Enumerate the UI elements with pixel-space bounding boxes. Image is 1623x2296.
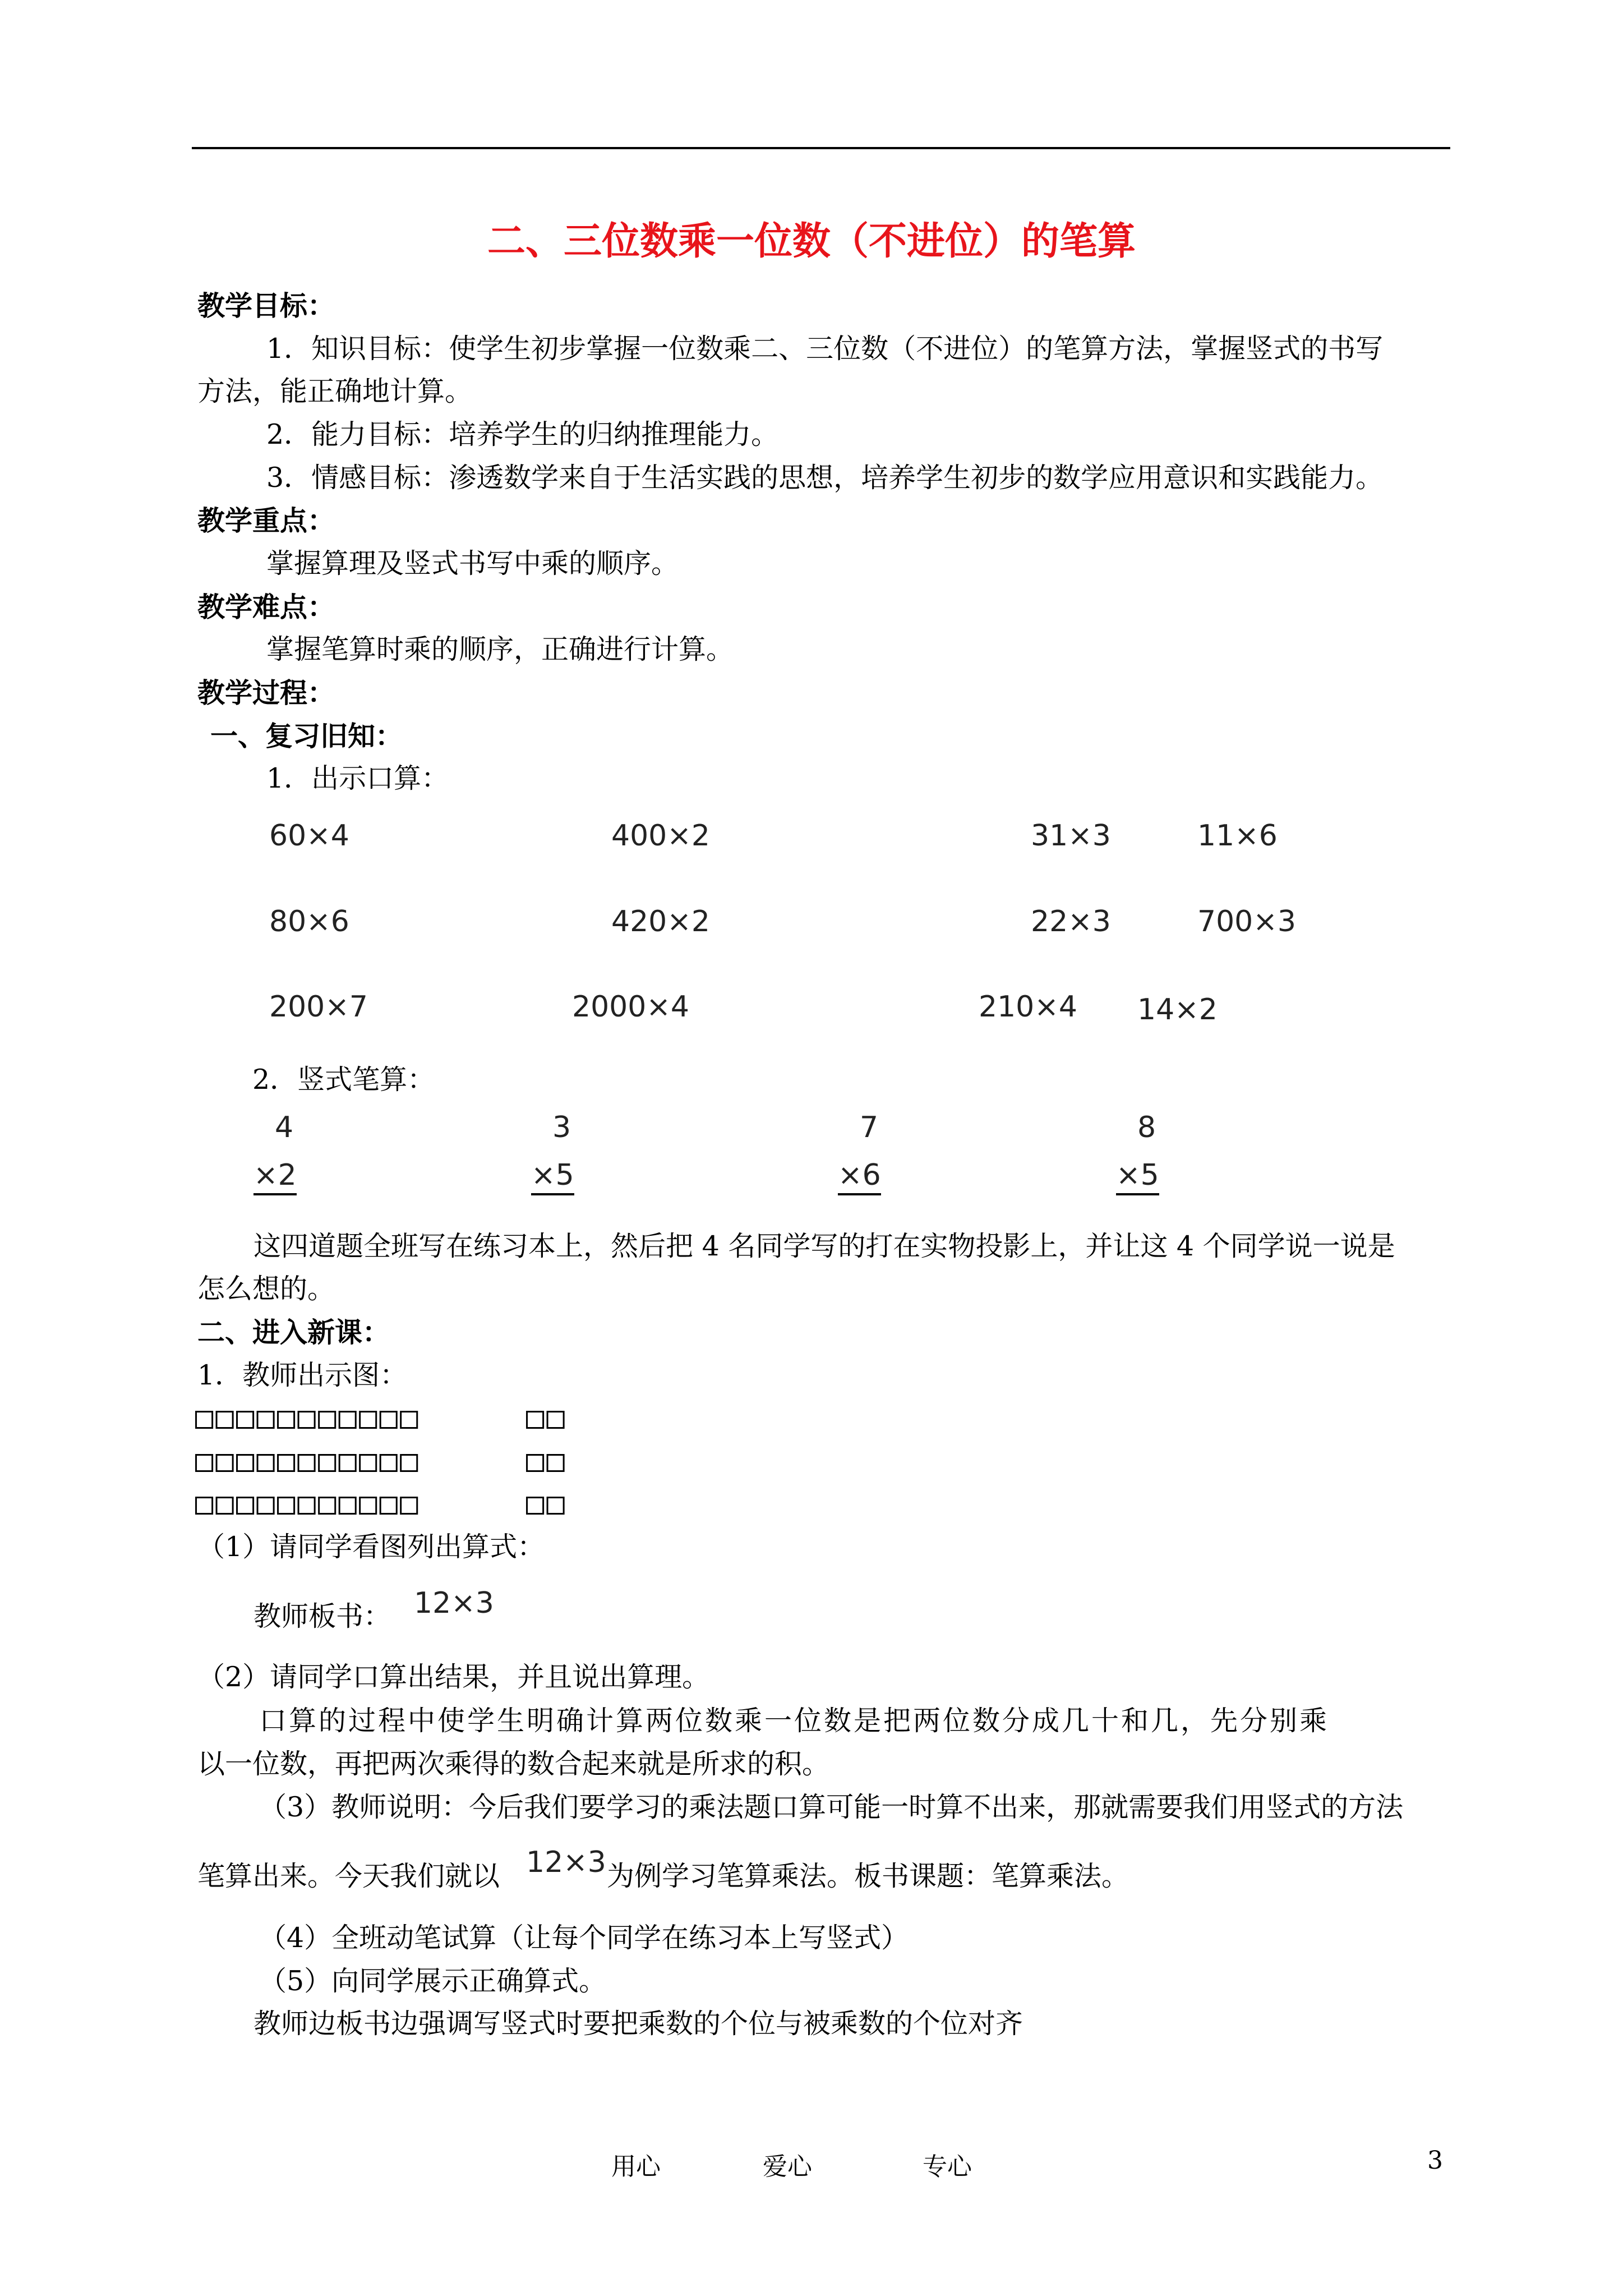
oral-problem: 14×2 [1137, 993, 1218, 1027]
goal2: 2．能力目标：培养学生的归纳推理能力。 [266, 418, 779, 450]
oral-problem: 22×3 [1031, 905, 1111, 938]
step3-line1: （3）教师说明：今后我们要学习的乘法题口算可能一时算不出来，那就需要我们用竖式的方法 [259, 1791, 1404, 1823]
difficult-heading: 教学难点： [197, 591, 335, 623]
footer-word: 爱心 [763, 2152, 812, 2181]
step3-expression: 12×3 [526, 1846, 606, 1879]
goals-heading: 教学目标： [197, 289, 335, 322]
step2: （2）请同学口算出结果，并且说出算理。 [197, 1661, 710, 1693]
review-heading: 一、复习旧知： [210, 720, 403, 752]
oral-problem: 31×3 [1031, 819, 1111, 853]
vertical-bottom: ×5 [1116, 1158, 1159, 1195]
box-row-right: □□ [526, 1400, 568, 1435]
step5: （5）向同学展示正确算式。 [259, 1965, 607, 1997]
board-expression: 12×3 [414, 1586, 494, 1620]
oral-para-line2: 以一位数，再把两次乘得的数合起来就是所求的积。 [197, 1748, 830, 1780]
goal1-line1: 1．知识目标：使学生初步掌握一位数乘二、三位数（不进位）的笔算方法，掌握竖式的书写 [266, 333, 1384, 365]
process-heading: 教学过程： [197, 677, 335, 709]
vertical-bottom: ×5 [531, 1158, 574, 1195]
box-row-right: □□ [526, 1443, 568, 1478]
oral-problem: 60×4 [269, 819, 349, 853]
page-number: 3 [1427, 2146, 1443, 2175]
page-title: 二、三位数乘一位数（不进位）的笔算 [487, 219, 1136, 264]
review-para-line1: 这四道题全班写在练习本上，然后把 4 名同学写的打在实物投影上，并让这 4 个同学说一说是 [253, 1230, 1395, 1262]
show-label: 1．教师出示图： [197, 1359, 408, 1391]
box-row-left: □□□□□□□□□□□ [195, 1400, 421, 1435]
oral-problem: 400×2 [611, 819, 710, 853]
vertical-top: 3 [552, 1111, 571, 1144]
footer-word: 专心 [923, 2152, 972, 2181]
key-heading: 教学重点： [197, 504, 335, 537]
box-row-right: □□ [526, 1485, 568, 1521]
vertical-bottom: ×2 [253, 1158, 297, 1195]
oral-label: 1．出示口算： [266, 762, 449, 794]
difficult-text: 掌握笔算时乘的顺序，正确进行计算。 [266, 633, 734, 665]
box-row-left: □□□□□□□□□□□ [195, 1485, 421, 1521]
footer-word: 用心 [611, 2152, 661, 2181]
oral-problem: 420×2 [611, 905, 710, 938]
key-text: 掌握算理及竖式书写中乘的顺序。 [266, 547, 679, 579]
oral-problem: 200×7 [269, 990, 368, 1024]
vertical-top: 7 [860, 1111, 879, 1144]
oral-problem: 2000×4 [572, 990, 689, 1024]
step3-line2-a: 笔算出来。今天我们就以 [197, 1860, 500, 1892]
goal3: 3．情感目标：渗透数学来自于生活实践的思想，培养学生初步的数学应用意识和实践能力。 [266, 462, 1384, 494]
oral-problem: 210×4 [979, 990, 1077, 1024]
new-lesson-heading: 二、进入新课： [197, 1316, 390, 1349]
oral-problem: 700×3 [1197, 905, 1296, 938]
review-para-line2: 怎么想的。 [197, 1273, 335, 1305]
vertical-top: 8 [1137, 1111, 1156, 1144]
step3-line2-b: 为例学习笔算乘法。板书课题：笔算乘法。 [607, 1860, 1129, 1892]
header-rule [192, 147, 1450, 149]
board-label: 教师板书： [253, 1600, 391, 1632]
goal1-line2: 方法，能正确地计算。 [197, 375, 473, 407]
step4: （4）全班动笔试算（让每个同学在练习本上写竖式） [259, 1922, 909, 1954]
last-para: 教师边板书边强调写竖式时要把乘数的个位与被乘数的个位对齐 [253, 2008, 1023, 2040]
vertical-top: 4 [275, 1111, 294, 1144]
oral-para-line1: 口算的过程中使学生明确计算两位数乘一位数是把两位数分成几十和几，先分别乘 [259, 1705, 1330, 1737]
step1: （1）请同学看图列出算式： [197, 1531, 545, 1563]
vertical-label: 2．竖式笔算： [252, 1064, 435, 1096]
box-row-left: □□□□□□□□□□□ [195, 1443, 421, 1478]
oral-problem: 80×6 [269, 905, 349, 938]
vertical-bottom: ×6 [838, 1158, 881, 1195]
oral-problem: 11×6 [1197, 819, 1278, 853]
